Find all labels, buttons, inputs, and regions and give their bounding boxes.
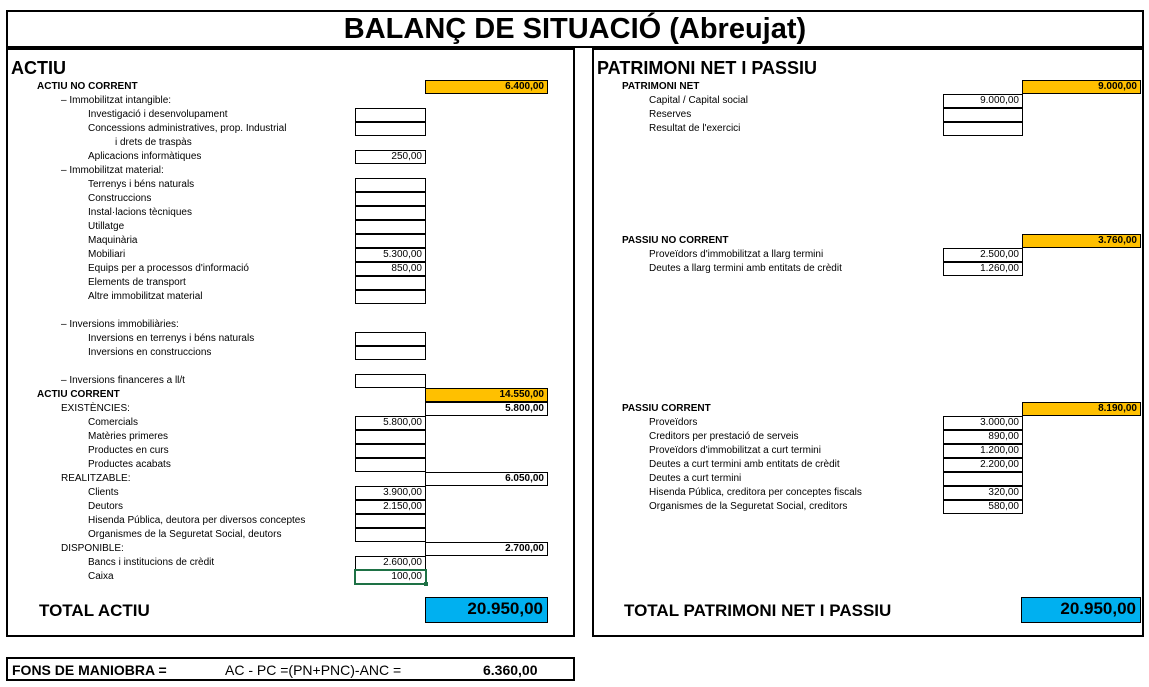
actiu-no-corrent-label: ACTIU NO CORRENT — [37, 81, 138, 92]
material-item-value[interactable] — [355, 234, 426, 248]
patrimoni-net-label: PATRIMONI NET — [622, 81, 700, 92]
existencies-label: EXISTÈNCIES: — [61, 403, 130, 414]
immobiliaries-item-value[interactable] — [355, 332, 426, 346]
actiu-no-corrent-value[interactable]: 6.400,00 — [425, 80, 548, 94]
existencies-item-label: Productes acabats — [88, 459, 171, 470]
intangible-item-label: Concessions administratives, prop. Industrial — [88, 123, 287, 134]
material-label: – Immobilitzat material: — [61, 165, 164, 176]
intangible-item-value[interactable] — [355, 122, 426, 136]
disponible-label: DISPONIBLE: — [61, 543, 124, 554]
material-item-label: Terrenys i béns naturals — [88, 179, 195, 190]
realitzable-item-value[interactable] — [355, 514, 426, 528]
realitzable-item-value[interactable]: 3.900,00 — [355, 486, 426, 500]
passiu-no-corrent-item-value[interactable]: 2.500,00 — [943, 248, 1023, 262]
fons-formula: AC - PC =(PN+PNC)-ANC = — [225, 662, 402, 678]
passiu-corrent-item-label: Organismes de la Seguretat Social, creditors — [649, 501, 848, 512]
realitzable-item-label: Deutors — [88, 501, 124, 512]
patrimoni-net-item-value[interactable]: 9.000,00 — [943, 94, 1023, 108]
patrimoni-net-item-label: Resultat de l'exercici — [649, 123, 741, 134]
material-item-label: Instal·lacions tècniques — [88, 207, 192, 218]
patrimoni-net-item-label: Reserves — [649, 109, 692, 120]
disponible-item-label: Bancs i institucions de crèdit — [88, 557, 215, 568]
passiu-corrent-item-value[interactable]: 320,00 — [943, 486, 1023, 500]
passiu-no-corrent-item-value[interactable]: 1.260,00 — [943, 262, 1023, 276]
passiu-no-corrent-item-label: Proveïdors d'immobilitzat a llarg termini — [649, 249, 824, 260]
passiu-corrent-item-value[interactable]: 580,00 — [943, 500, 1023, 514]
passiu-corrent-item-value[interactable]: 1.200,00 — [943, 444, 1023, 458]
material-item-value[interactable] — [355, 220, 426, 234]
passiu-corrent-item-value[interactable] — [943, 472, 1023, 486]
actiu-corrent-label: ACTIU CORRENT — [37, 389, 120, 400]
total-actiu-label: TOTAL ACTIU — [39, 601, 150, 620]
disponible-item-label: Caixa — [88, 571, 114, 582]
material-item-label: Maquinària — [88, 235, 138, 246]
fons-value[interactable]: 6.360,00 — [483, 662, 538, 678]
existencies-item-label: Matèries primeres — [88, 431, 169, 442]
financeres-label: – Inversions financeres a ll/t — [61, 375, 185, 386]
passiu-panel — [592, 48, 1144, 637]
material-item-value[interactable] — [355, 290, 426, 304]
patrimoni-net-item-value[interactable] — [943, 108, 1023, 122]
selected-cell[interactable]: 100,00 — [355, 570, 426, 584]
immobiliaries-item-label: Inversions en construccions — [88, 347, 212, 358]
immobiliaries-label: – Inversions immobiliàries: — [61, 319, 179, 330]
material-item-label: Construccions — [88, 193, 152, 204]
passiu-heading: PATRIMONI NET I PASSIU — [597, 58, 818, 78]
existencies-item-label: Comercials — [88, 417, 139, 428]
realitzable-item-label: Clients — [88, 487, 119, 498]
total-passiu-label: TOTAL PATRIMONI NET I PASSIU — [624, 601, 892, 620]
realitzable-label: REALITZABLE: — [61, 473, 131, 484]
passiu-corrent-item-value[interactable]: 2.200,00 — [943, 458, 1023, 472]
material-item-label: Utillatge — [88, 221, 125, 232]
material-item-label: Elements de transport — [88, 277, 186, 288]
existencies-item-label: Productes en curs — [88, 445, 169, 456]
total-passiu-value[interactable]: 20.950,00 — [1021, 597, 1141, 623]
intangible-item-value[interactable]: 250,00 — [355, 150, 426, 164]
financeres-value[interactable] — [355, 374, 426, 388]
intangible-item-label-continued: i drets de traspàs — [115, 137, 192, 148]
immobiliaries-item-label: Inversions en terrenys i béns naturals — [88, 333, 255, 344]
intangible-item-label: Investigació i desenvolupament — [88, 109, 228, 120]
disponible-value[interactable]: 2.700,00 — [425, 542, 548, 556]
patrimoni-net-value[interactable]: 9.000,00 — [1022, 80, 1141, 94]
realitzable-value[interactable]: 6.050,00 — [425, 472, 548, 486]
material-item-label: Equips per a processos d'informació — [88, 263, 249, 274]
total-actiu-value[interactable]: 20.950,00 — [425, 597, 548, 623]
passiu-corrent-label: PASSIU CORRENT — [622, 403, 711, 414]
realitzable-item-label: Organismes de la Seguretat Social, deutors — [88, 529, 282, 540]
intangible-item-value[interactable] — [355, 108, 426, 122]
sheet-title: BALANÇ DE SITUACIÓ (Abreujat) — [6, 10, 1144, 48]
material-item-value[interactable] — [355, 178, 426, 192]
material-item-value[interactable]: 5.300,00 — [355, 248, 426, 262]
material-item-value[interactable] — [355, 192, 426, 206]
patrimoni-net-item-label: Capital / Capital social — [649, 95, 748, 106]
actiu-corrent-value[interactable]: 14.550,00 — [425, 388, 548, 402]
existencies-item-value[interactable] — [355, 458, 426, 472]
material-item-label: Altre immobilitzat material — [88, 291, 203, 302]
passiu-corrent-item-label: Deutes a curt termini — [649, 473, 742, 484]
passiu-corrent-item-label: Proveïdors d'immobilitzat a curt termini — [649, 445, 821, 456]
passiu-corrent-item-value[interactable]: 3.000,00 — [943, 416, 1023, 430]
material-item-value[interactable]: 850,00 — [355, 262, 426, 276]
intangible-item-label: Aplicacions informàtiques — [88, 151, 202, 162]
passiu-no-corrent-item-label: Deutes a llarg termini amb entitats de crèdit — [649, 263, 842, 274]
realitzable-item-label: Hisenda Pública, deutora per diversos conceptes — [88, 515, 306, 526]
fons-de-maniobra-box — [6, 657, 575, 681]
passiu-no-corrent-label: PASSIU NO CORRENT — [622, 235, 729, 246]
fons-label: FONS DE MANIOBRA = — [12, 662, 167, 678]
passiu-corrent-item-label: Proveïdors — [649, 417, 698, 428]
existencies-value[interactable]: 5.800,00 — [425, 402, 548, 416]
passiu-corrent-item-label: Creditors per prestació de serveis — [649, 431, 799, 442]
patrimoni-net-item-value[interactable] — [943, 122, 1023, 136]
existencies-item-value[interactable]: 5.800,00 — [355, 416, 426, 430]
actiu-heading: ACTIU — [11, 58, 66, 78]
intangible-label: – Immobilitzat intangible: — [61, 95, 172, 106]
passiu-corrent-item-value[interactable]: 890,00 — [943, 430, 1023, 444]
disponible-item-value[interactable]: 2.600,00 — [355, 556, 426, 570]
material-item-value[interactable] — [355, 276, 426, 290]
material-item-label: Mobiliari — [88, 249, 126, 260]
passiu-corrent-value[interactable]: 8.190,00 — [1022, 402, 1141, 416]
passiu-no-corrent-value[interactable]: 3.760,00 — [1022, 234, 1141, 248]
existencies-item-value[interactable] — [355, 444, 426, 458]
material-item-value[interactable] — [355, 206, 426, 220]
immobiliaries-item-value[interactable] — [355, 346, 426, 360]
realitzable-item-value[interactable]: 2.150,00 — [355, 500, 426, 514]
existencies-item-value[interactable] — [355, 430, 426, 444]
realitzable-item-value[interactable] — [355, 528, 426, 542]
passiu-corrent-item-label: Hisenda Pública, creditora per conceptes fiscals — [649, 487, 862, 498]
passiu-corrent-item-label: Deutes a curt termini amb entitats de crèdit — [649, 459, 840, 470]
